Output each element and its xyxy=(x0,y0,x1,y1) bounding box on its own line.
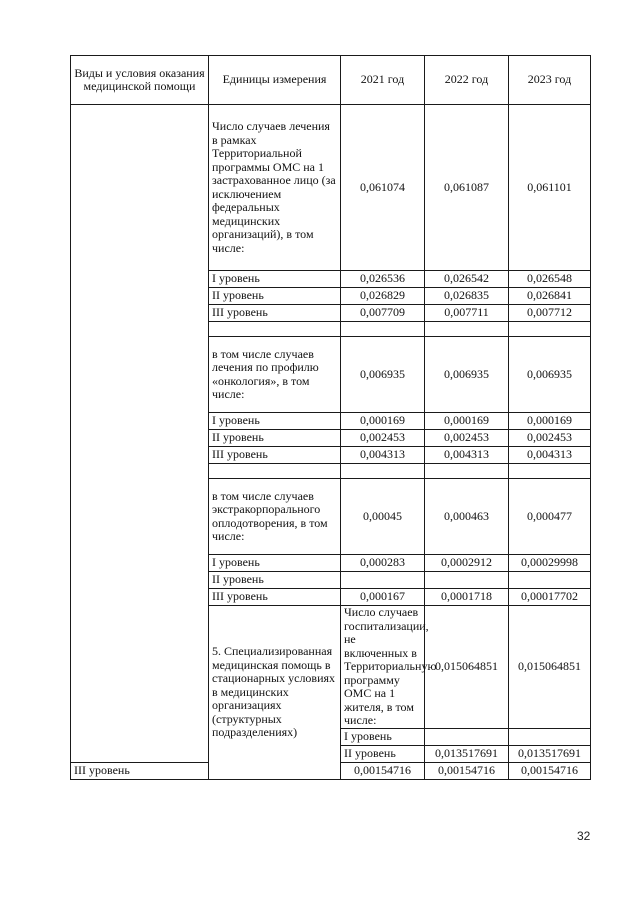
row-label: III уровень xyxy=(209,447,341,464)
row-label: I уровень xyxy=(209,271,341,288)
value-2023: 0,000169 xyxy=(509,413,591,430)
value-2023: 0,002453 xyxy=(509,430,591,447)
row-label: I уровень xyxy=(341,728,425,745)
value-2023: 0,00017702 xyxy=(509,589,591,606)
value-2021: 0,000169 xyxy=(341,413,425,430)
row-label: II уровень xyxy=(209,572,341,589)
value-2022: 0,026542 xyxy=(425,271,509,288)
row-label: II уровень xyxy=(209,430,341,447)
value-2021: 0,015064851 xyxy=(425,606,509,729)
kind-cell-section-5: 5. Специализированная медицинская помощь в стационарных условиях в медицинских организациях (структурных подразделениях) xyxy=(209,606,341,780)
row-label: в том числе случаев экстракорпорального оплодотворения, в том числе: xyxy=(209,479,341,555)
value-2022: 0,007711 xyxy=(425,305,509,322)
table-header-row xyxy=(71,56,591,105)
value-2021: 0,006935 xyxy=(341,337,425,413)
value-2022: 0,004313 xyxy=(425,447,509,464)
value-2021: 0,013517691 xyxy=(425,745,509,762)
value-2021 xyxy=(341,572,425,589)
value-2023: 0,061101 xyxy=(509,105,591,271)
value-2023: 0,004313 xyxy=(509,447,591,464)
value-2022: 0,013517691 xyxy=(509,745,591,762)
value-2023: 0,000477 xyxy=(509,479,591,555)
header-2022: 2022 год xyxy=(425,56,509,105)
value-2022: 0,0002912 xyxy=(425,555,509,572)
page-number: 32 xyxy=(577,829,591,843)
row-label: Число случаев лечения в рамках Территориальной программы ОМС на 1 застрахованное лицо (за исключением федеральных медицинских организаций), в том числе: xyxy=(209,105,341,271)
row-label: Число случаев госпитализации, не включенных в Территориальную программу ОМС на 1 жителя, в том числе: xyxy=(341,606,425,729)
row-label: I уровень xyxy=(209,413,341,430)
row-label: II уровень xyxy=(341,745,425,762)
value-2021: 0,061074 xyxy=(341,105,425,271)
value-2023: 0,026548 xyxy=(509,271,591,288)
value-2023 xyxy=(509,572,591,589)
row-label: III уровень xyxy=(71,762,209,779)
kind-cell-continued xyxy=(71,105,209,763)
value-2022: 0,002453 xyxy=(425,430,509,447)
value-2022: 0,006935 xyxy=(425,337,509,413)
value-2023: 0,026841 xyxy=(509,288,591,305)
value-2021: 0,026829 xyxy=(341,288,425,305)
value-2022: 0,026835 xyxy=(425,288,509,305)
row-label: III уровень xyxy=(209,589,341,606)
value-2022: 0,015064851 xyxy=(509,606,591,729)
value-2022: 0,0001718 xyxy=(425,589,509,606)
header-2021: 2021 год xyxy=(341,56,425,105)
value-2021: 0,000283 xyxy=(341,555,425,572)
value-2022: 0,00154716 xyxy=(425,762,509,779)
header-2023: 2023 год xyxy=(509,56,591,105)
value-2021: 0,004313 xyxy=(341,447,425,464)
header-kind: Виды и условия оказания медицинской помощи xyxy=(71,56,209,105)
value-2021: 0,000167 xyxy=(341,589,425,606)
value-2023: 0,006935 xyxy=(509,337,591,413)
value-2021: 0,00045 xyxy=(341,479,425,555)
value-2022: 0,061087 xyxy=(425,105,509,271)
value-2023: 0,007712 xyxy=(509,305,591,322)
indicators-table xyxy=(70,55,591,780)
value-2023: 0,00029998 xyxy=(509,555,591,572)
row-label: II уровень xyxy=(209,288,341,305)
value-2022: 0,000463 xyxy=(425,479,509,555)
value-2021: 0,002453 xyxy=(341,430,425,447)
value-2022 xyxy=(425,572,509,589)
value-2021 xyxy=(425,728,509,745)
header-units: Единицы измерения xyxy=(209,56,341,105)
value-2022 xyxy=(509,728,591,745)
value-2021: 0,007709 xyxy=(341,305,425,322)
table-row xyxy=(71,105,591,271)
value-2023: 0,00154716 xyxy=(509,762,591,779)
row-label: в том числе случаев лечения по профилю «онкология», в том числе: xyxy=(209,337,341,413)
value-2021: 0,026536 xyxy=(341,271,425,288)
row-label: I уровень xyxy=(209,555,341,572)
value-2021: 0,00154716 xyxy=(341,762,425,779)
value-2022: 0,000169 xyxy=(425,413,509,430)
row-label: III уровень xyxy=(209,305,341,322)
